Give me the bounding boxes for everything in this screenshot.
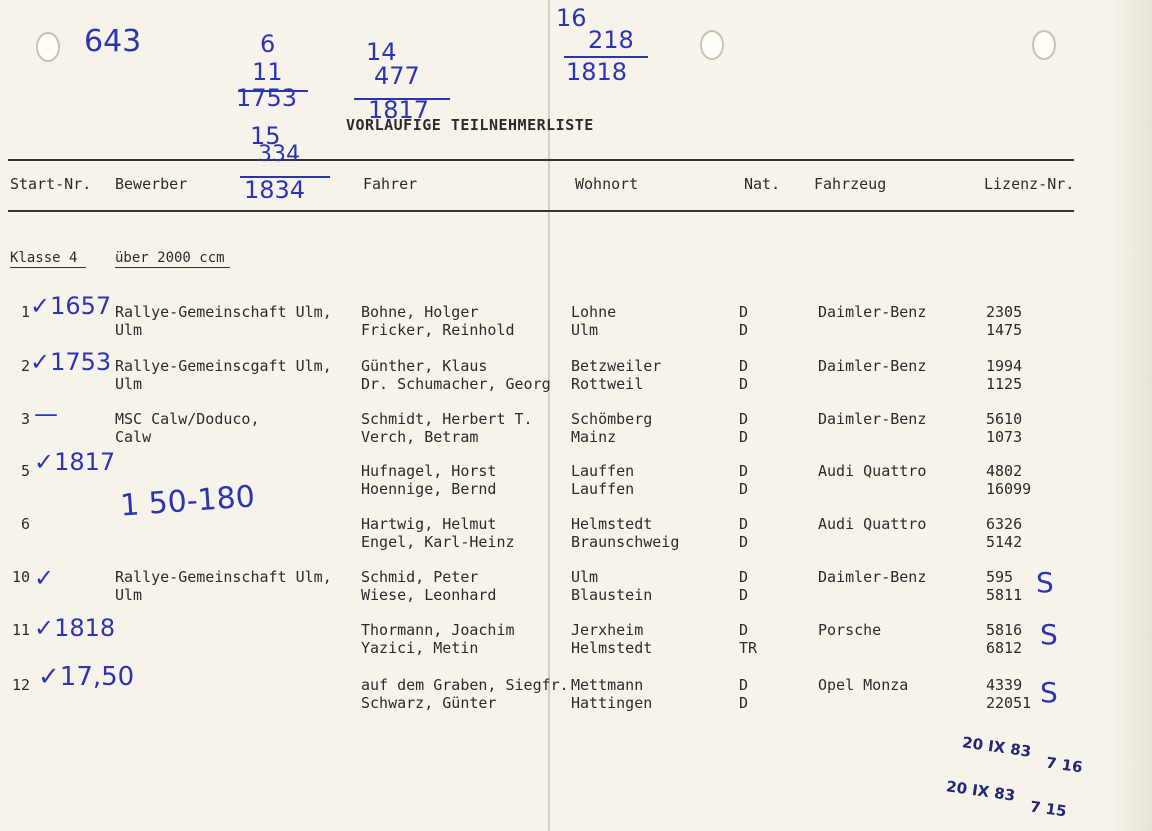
wohnort-line: Blaustein	[571, 586, 653, 604]
handwritten-check: ✓	[34, 564, 55, 592]
bewerber-line: Ulm	[115, 375, 143, 393]
handwritten-s: S	[1036, 566, 1054, 599]
wohnort-line: Hattingen	[571, 694, 653, 712]
header-bewerber: Bewerber	[115, 175, 188, 193]
fahrzeug: Daimler-Benz	[818, 303, 927, 321]
fahrzeug: Audi Quattro	[818, 462, 927, 480]
fahrer-line: Hartwig, Helmut	[361, 515, 497, 533]
date-stamp: 20 IX 83	[961, 733, 1033, 761]
time-stamp: 7 15	[1028, 797, 1068, 821]
table-row	[0, 515, 1152, 555]
nat-line: D	[739, 533, 749, 551]
handwritten-calc: 334	[258, 142, 300, 167]
header-start-nr: Start-Nr.	[10, 175, 92, 193]
lizenz-line: 1125	[986, 375, 1023, 393]
handwritten-calc: 6	[260, 30, 276, 58]
lizenz-line: 6812	[986, 639, 1023, 657]
bewerber-line: Calw	[115, 428, 152, 446]
nat-line: D	[739, 480, 749, 498]
date-stamp: 20 IX 83	[945, 777, 1017, 805]
header-fahrer: Fahrer	[363, 175, 418, 193]
lizenz-line: 1073	[986, 428, 1023, 446]
wohnort-line: Helmstedt	[571, 515, 653, 533]
header-rule-bottom	[8, 210, 1074, 212]
lizenz-line: 1475	[986, 321, 1023, 339]
lizenz-line: 5142	[986, 533, 1023, 551]
handwritten-calc: 218	[588, 26, 634, 54]
fahrer-line: Schwarz, Günter	[361, 694, 497, 712]
nat-line: D	[739, 357, 749, 375]
handwritten-calc: 11	[252, 58, 283, 86]
bewerber-line: Ulm	[115, 586, 143, 604]
fahrer-line: Bohne, Holger	[361, 303, 479, 321]
lizenz-line: 22051	[986, 694, 1032, 712]
nat-line: D	[739, 410, 749, 428]
handwritten-check: ✓1753	[30, 348, 112, 376]
klasse-desc: über 2000 ccm	[115, 250, 225, 266]
document-title: VORLÄUFIGE TEILNEHMERLISTE	[346, 116, 594, 134]
fahrer-line: Günther, Klaus	[361, 357, 488, 375]
wohnort-line: Mettmann	[571, 676, 644, 694]
start-nr: 2	[20, 357, 30, 375]
punch-hole	[1032, 30, 1056, 60]
nat-line: D	[739, 303, 749, 321]
wohnort-line: Mainz	[571, 428, 617, 446]
lizenz-line: 16099	[986, 480, 1032, 498]
lizenz-line: 5811	[986, 586, 1023, 604]
wohnort-line: Jerxheim	[571, 621, 644, 639]
nat-line: D	[739, 694, 749, 712]
fahrzeug: Audi Quattro	[818, 515, 927, 533]
fahrzeug: Daimler-Benz	[818, 357, 927, 375]
fahrer-line: Wiese, Leonhard	[361, 586, 497, 604]
table-row	[0, 410, 1152, 450]
klasse-label: Klasse 4	[10, 250, 78, 266]
lizenz-line: 595	[986, 568, 1014, 586]
start-nr: 10	[11, 568, 30, 586]
lizenz-line: 5816	[986, 621, 1023, 639]
start-nr: 11	[11, 621, 30, 639]
handwritten-range: 1 50-180	[118, 479, 256, 524]
lizenz-line: 4339	[986, 676, 1023, 694]
wohnort-line: Ulm	[571, 568, 599, 586]
fahrer-line: Thormann, Joachim	[361, 621, 515, 639]
handwritten-s: S	[1040, 676, 1058, 709]
wohnort-line: Helmstedt	[571, 639, 653, 657]
nat-line: D	[739, 515, 749, 533]
handwritten-check: ✓1817	[34, 448, 116, 476]
nat-line: D	[739, 321, 749, 339]
table-row	[0, 303, 1152, 343]
fahrzeug: Daimler-Benz	[818, 568, 927, 586]
handwritten-check: ✓17,50	[38, 662, 135, 692]
punch-hole	[36, 32, 60, 62]
handwritten-calc: 14	[366, 38, 397, 66]
wohnort-line: Lohne	[571, 303, 617, 321]
bewerber-line: Rallye-Gemeinschaft Ulm,	[115, 303, 332, 321]
nat-line: D	[739, 586, 749, 604]
nat-line: D	[739, 676, 749, 694]
fahrer-line: Schmid, Peter	[361, 568, 479, 586]
handwritten-calc: 1817	[368, 96, 430, 124]
lizenz-line: 1994	[986, 357, 1023, 375]
nat-line: D	[739, 462, 749, 480]
fahrer-line: Hoennige, Bernd	[361, 480, 497, 498]
nat-line: D	[739, 621, 749, 639]
wohnort-line: Braunschweig	[571, 533, 680, 551]
lizenz-line: 6326	[986, 515, 1023, 533]
handwritten-calc: 15	[250, 122, 281, 150]
header-nat: Nat.	[744, 175, 781, 193]
handwritten-calc: 1834	[244, 176, 306, 204]
header-fahrzeug: Fahrzeug	[814, 175, 887, 193]
handwritten-number: 643	[84, 24, 142, 59]
bewerber-line: Rallye-Gemeinscgaft Ulm,	[115, 357, 332, 375]
fahrzeug: Porsche	[818, 621, 882, 639]
handwritten-check: ✓1818	[34, 614, 116, 642]
header-lizenz-nr: Lizenz-Nr.	[984, 175, 1075, 193]
wohnort-line: Betzweiler	[571, 357, 662, 375]
bewerber-line: Ulm	[115, 321, 143, 339]
punch-hole	[700, 30, 724, 60]
table-row	[0, 676, 1152, 716]
bewerber-line: MSC Calw/Doduco,	[115, 410, 260, 428]
start-nr: 3	[20, 410, 30, 428]
wohnort-line: Rottweil	[571, 375, 644, 393]
bewerber-line: Rallye-Gemeinschaft Ulm,	[115, 568, 332, 586]
wohnort-line: Ulm	[571, 321, 599, 339]
table-row	[0, 568, 1152, 608]
fahrer-line: Schmidt, Herbert T.	[361, 410, 533, 428]
wohnort-line: Schömberg	[571, 410, 653, 428]
header-rule-top	[8, 159, 1074, 161]
start-nr: 12	[11, 676, 30, 694]
handwritten-calc: 1818	[566, 58, 628, 86]
nat-line: D	[739, 428, 749, 446]
table-row	[0, 357, 1152, 397]
wohnort-line: Lauffen	[571, 462, 635, 480]
handwritten-calc: 477	[374, 62, 420, 90]
time-stamp: 7 16	[1044, 753, 1084, 777]
fahrer-line: Yazici, Metin	[361, 639, 479, 657]
fahrzeug: Daimler-Benz	[818, 410, 927, 428]
fahrer-line: Verch, Betram	[361, 428, 479, 446]
handwritten-s: S	[1040, 618, 1058, 651]
fahrer-line: Engel, Karl-Heinz	[361, 533, 515, 551]
start-nr: 5	[20, 462, 30, 480]
klasse-underline	[10, 267, 86, 268]
klasse-desc-underline	[115, 267, 230, 268]
handwritten-calc: 1753	[236, 84, 298, 112]
table-row	[0, 621, 1152, 661]
handwritten-dash: —	[34, 400, 58, 428]
header-wohnort: Wohnort	[575, 175, 639, 193]
nat-line: D	[739, 568, 749, 586]
start-nr: 6	[20, 515, 30, 533]
lizenz-line: 2305	[986, 303, 1023, 321]
fahrer-line: Hufnagel, Horst	[361, 462, 497, 480]
fahrer-line: Dr. Schumacher, Georg	[361, 375, 551, 393]
fahrer-line: auf dem Graben, Siegfr.	[361, 676, 569, 694]
start-nr: 1	[20, 303, 30, 321]
handwritten-check: ✓1657	[30, 292, 112, 320]
handwritten-calc: 16	[556, 4, 587, 32]
nat-line: TR	[739, 639, 758, 657]
lizenz-line: 5610	[986, 410, 1023, 428]
fahrzeug: Opel Monza	[818, 676, 909, 694]
lizenz-line: 4802	[986, 462, 1023, 480]
wohnort-line: Lauffen	[571, 480, 635, 498]
fahrer-line: Fricker, Reinhold	[361, 321, 515, 339]
nat-line: D	[739, 375, 749, 393]
